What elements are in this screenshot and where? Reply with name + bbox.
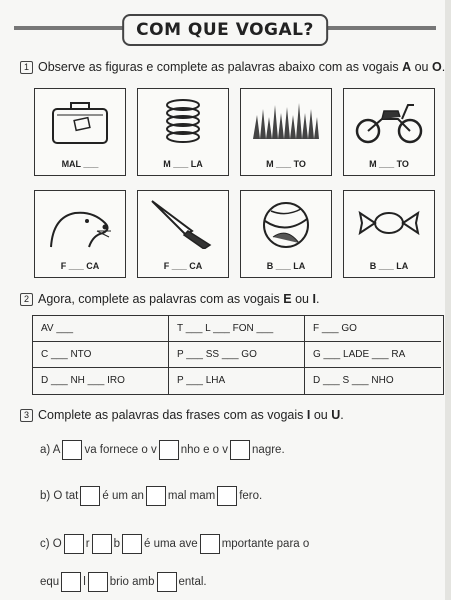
page-title: COM QUE VOGAL? xyxy=(122,14,328,46)
vowel: O xyxy=(431,60,442,74)
vowel-blank[interactable] xyxy=(122,534,142,554)
vowel-blank[interactable] xyxy=(61,572,81,592)
sentence-c xyxy=(40,534,309,554)
question-text: Complete as palavras das frases com as vogais xyxy=(38,408,307,422)
sentence-text: ental. xyxy=(178,576,207,589)
sentence-text: c) O xyxy=(40,538,62,551)
vowel-blank[interactable] xyxy=(80,486,100,506)
sentence-d xyxy=(40,572,207,592)
table-cell: P ___ SS ___ GO xyxy=(169,342,305,368)
table-cell: D ___ NH ___ IRO xyxy=(33,368,169,394)
ball-icon xyxy=(251,197,321,249)
question-text: Observe as figuras e complete as palavras abaixo com as vogais xyxy=(38,60,403,74)
question-number: 1 xyxy=(20,61,33,74)
otter-icon xyxy=(45,197,115,249)
sentence-text: mportante para o xyxy=(221,538,310,551)
word-prompt: M ___ LA xyxy=(163,159,203,169)
sentence-text: nho e o v xyxy=(180,444,229,457)
vowel-blank[interactable] xyxy=(200,534,220,554)
sentence-text: b xyxy=(113,538,120,551)
word-prompt: B ___ LA xyxy=(266,261,306,271)
question-text: ou xyxy=(291,292,313,306)
motorcycle-icon xyxy=(354,95,424,147)
candy-icon xyxy=(354,197,424,249)
vowel-blank[interactable] xyxy=(157,572,177,592)
vowel: E xyxy=(283,292,292,306)
table-cell: F ___ GO xyxy=(305,316,441,342)
question-number: 3 xyxy=(20,409,33,422)
sentence-text: mal mam xyxy=(167,490,216,503)
question-text: ou xyxy=(310,408,332,422)
word-prompt: M ___ TO xyxy=(369,159,409,169)
picture-card xyxy=(137,190,229,278)
vowel-blank[interactable] xyxy=(159,440,179,460)
question-text: . xyxy=(315,292,320,306)
sentence-text: equ xyxy=(40,576,60,589)
question-number: 2 xyxy=(20,293,33,306)
question-text: . xyxy=(340,408,344,422)
table-cell: P ___ LHA xyxy=(169,368,305,394)
sentence-text: b) O tat xyxy=(40,490,79,503)
word-prompt: B ___ LA xyxy=(369,261,409,271)
picture-card xyxy=(34,190,126,278)
question-text: Agora, complete as palavras com as vogais xyxy=(38,292,284,306)
table-cell: D ___ S ___ NHO xyxy=(313,375,394,386)
vowel-blank[interactable] xyxy=(64,534,84,554)
word-prompt: F ___ CA xyxy=(163,261,203,271)
sentence-text: é um an xyxy=(102,490,144,503)
vowel-blank[interactable] xyxy=(62,440,82,460)
sentence-text: nagre. xyxy=(252,444,285,457)
page-edge xyxy=(445,0,451,600)
sentence-text: a) A xyxy=(40,444,61,457)
word-table xyxy=(32,315,444,395)
vowel-blank[interactable] xyxy=(88,572,108,592)
question-1 xyxy=(20,60,445,74)
vowel: I xyxy=(306,408,311,422)
suitcase-icon xyxy=(45,95,115,147)
question-text: ou xyxy=(411,60,432,74)
sentence-b xyxy=(40,486,262,506)
knife-icon xyxy=(148,197,218,249)
sentence-text: va fornece o v xyxy=(84,444,157,457)
picture-card xyxy=(137,88,229,176)
sentence-text: r xyxy=(85,538,90,551)
vowel-blank[interactable] xyxy=(92,534,112,554)
sentence-a xyxy=(40,440,285,460)
sentence-text: fero. xyxy=(239,490,263,503)
picture-card xyxy=(343,190,435,278)
spring-icon xyxy=(148,95,218,147)
vowel: I xyxy=(312,292,316,306)
vowel: U xyxy=(331,408,341,422)
sentence-text: brio amb xyxy=(109,576,155,589)
table-cell: G ___ LADE ___ RA xyxy=(305,342,441,368)
picture-card xyxy=(240,190,332,278)
picture-card xyxy=(34,88,126,176)
title-banner xyxy=(14,14,436,46)
vowel: A xyxy=(402,60,412,74)
question-2 xyxy=(20,292,319,306)
sentence-text: l xyxy=(83,576,86,589)
table-cell: T ___ L ___ FON ___ xyxy=(169,316,305,342)
question-text: . xyxy=(441,60,446,74)
question-3 xyxy=(20,408,344,422)
sentence-text: é uma ave xyxy=(143,538,198,551)
picture-card xyxy=(240,88,332,176)
table-cell: C ___ NTO xyxy=(33,342,169,368)
table-cell: AV ___ xyxy=(33,316,169,342)
picture-card xyxy=(343,88,435,176)
vowel-blank[interactable] xyxy=(230,440,250,460)
vowel-blank[interactable] xyxy=(146,486,166,506)
grass-icon xyxy=(251,95,321,147)
word-prompt: F ___ CA xyxy=(60,261,100,271)
word-prompt: MAL ___ xyxy=(61,159,99,169)
vowel-blank[interactable] xyxy=(217,486,237,506)
word-prompt: M ___ TO xyxy=(266,159,306,169)
